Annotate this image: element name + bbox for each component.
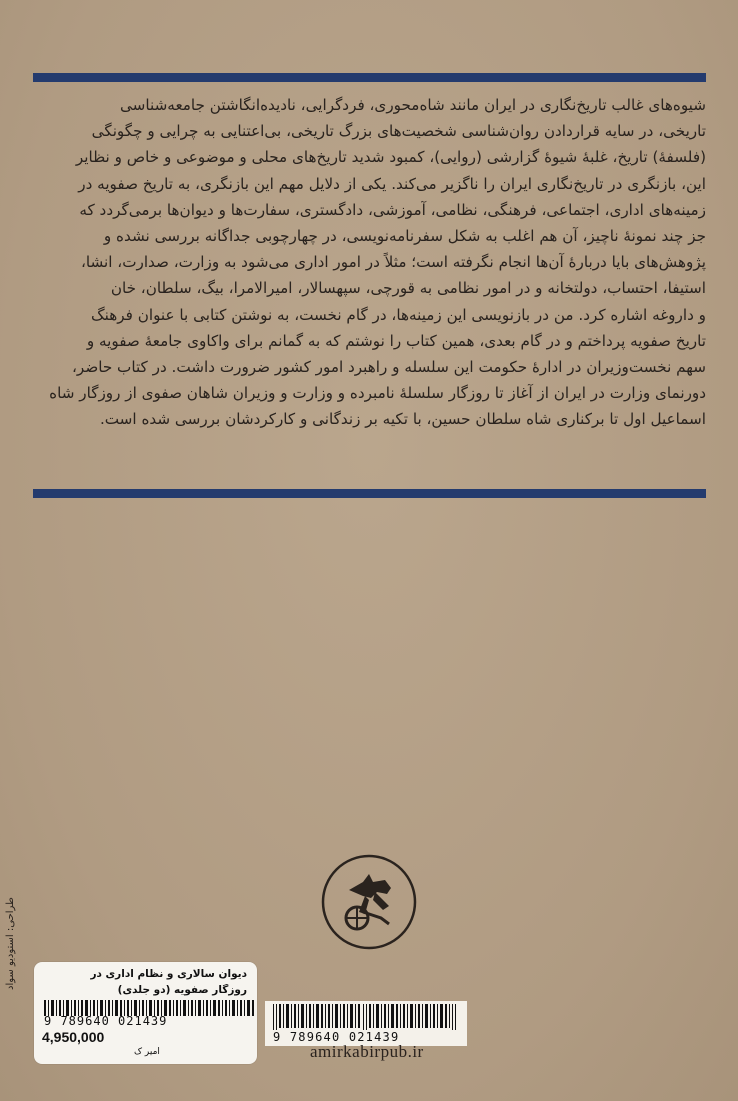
chariot-horse-logo-icon xyxy=(319,852,419,952)
sticker-barcode-digits: 9 789640 021439 xyxy=(44,1014,168,1028)
bottom-rule xyxy=(33,489,706,498)
designer-credit: طراحی: استودیو سواد xyxy=(5,896,16,990)
isbn-barcode-icon xyxy=(273,1004,459,1030)
blurb-line: استیفا، احتساب، دولتخانه و در امور نظامی به قورچی، سپهسالار، امیرالامرا، بیگ، سلطان، خان xyxy=(110,279,706,298)
blurb-line: پژوهش‌های بایا دربارهٔ آن‌ها انجام نگرفته است؛ مثلاً در امور اداری می‌شود به وزارت، صدارت، انشا، xyxy=(80,253,706,272)
blurb-line: زمینه‌های اداری، اجتماعی، فرهنگی، نظامی، آموزشی، دادگستری، سفارت‌ها و دیوان‌ها برمی‌گردد که xyxy=(79,200,706,219)
blurb-line: و داروغه اشاره کرد. من در بازنویسی این زمینه‌ها، در گام نخست، به نوشتن کتابی با عنوان فرهنگ xyxy=(91,305,706,324)
sticker-code: امیر ک xyxy=(134,1047,160,1057)
isbn-digits: 9 789640 021439 xyxy=(273,1030,400,1044)
blurb-line: تاریخی، در سایه قراردادن روان‌شناسی شخصیت‌های بزرگ تاریخی، بی‌اعتنایی به چرایی و چگونگی xyxy=(91,122,706,141)
blurb-line: (فلسفهٔ) تاریخ، غلبهٔ شیوهٔ گزارشی (روایی)، کمبود شدید تاریخ‌های محلی و موضوعی و خاص و نظایر xyxy=(75,148,706,167)
price-sticker xyxy=(34,962,257,1064)
back-cover-blurb xyxy=(33,92,706,433)
blurb-line: سهم نخست‌وزیران در ادارهٔ حکومت این سلسله و راهبرد امور کشور ضرورت داشت. در کتاب حاضر، xyxy=(72,358,706,377)
isbn-barcode xyxy=(265,1001,467,1046)
blurb-line: اسماعیل اول تا برکناری شاه سلطان حسین، با تکیه بر زندگانی و کارکردشان بررسی شده است. xyxy=(99,410,706,429)
blurb-line: تاریخ صفویه پرداختم و در گام بعدی، همین کتاب را نوشتم که به گمانم برای واکاوی جامعهٔ صفویه و xyxy=(86,331,706,350)
sticker-title-line: دیوان سالاری و نظام اداری در xyxy=(90,968,247,980)
blurb-line: شیوه‌های غالب تاریخ‌نگاری در ایران مانند شاه‌محوری، فردگرایی، نادیده‌انگاشتن جامعه‌شناسی xyxy=(119,96,706,114)
blurb-line: دورنمای وزارت در ایران از آغاز تا روزگار سلسلهٔ نامبرده و وزارت و وزیران شاهان صفوی از روزگار شاه xyxy=(49,384,706,403)
sticker-title-line: روزگار صفویه (دو جلدی) xyxy=(117,984,247,996)
blurb-line: جز چند نمونهٔ ناچیز، آن هم اغلب به شکل سفرنامه‌نویسی، در چهارچوبی جداگانه بررسی نشده و xyxy=(103,227,706,246)
top-rule xyxy=(33,73,706,82)
price-label: 4,950,000 xyxy=(42,1029,105,1045)
blurb-line: این، بازنگری در تاریخ‌نگاری ایران را ناگزیر می‌کند. یکی از دلایل مهم این بازنگری، به تاریخ صفویه در xyxy=(78,174,706,193)
publisher-website: amirkabirpub.ir xyxy=(310,1042,424,1061)
